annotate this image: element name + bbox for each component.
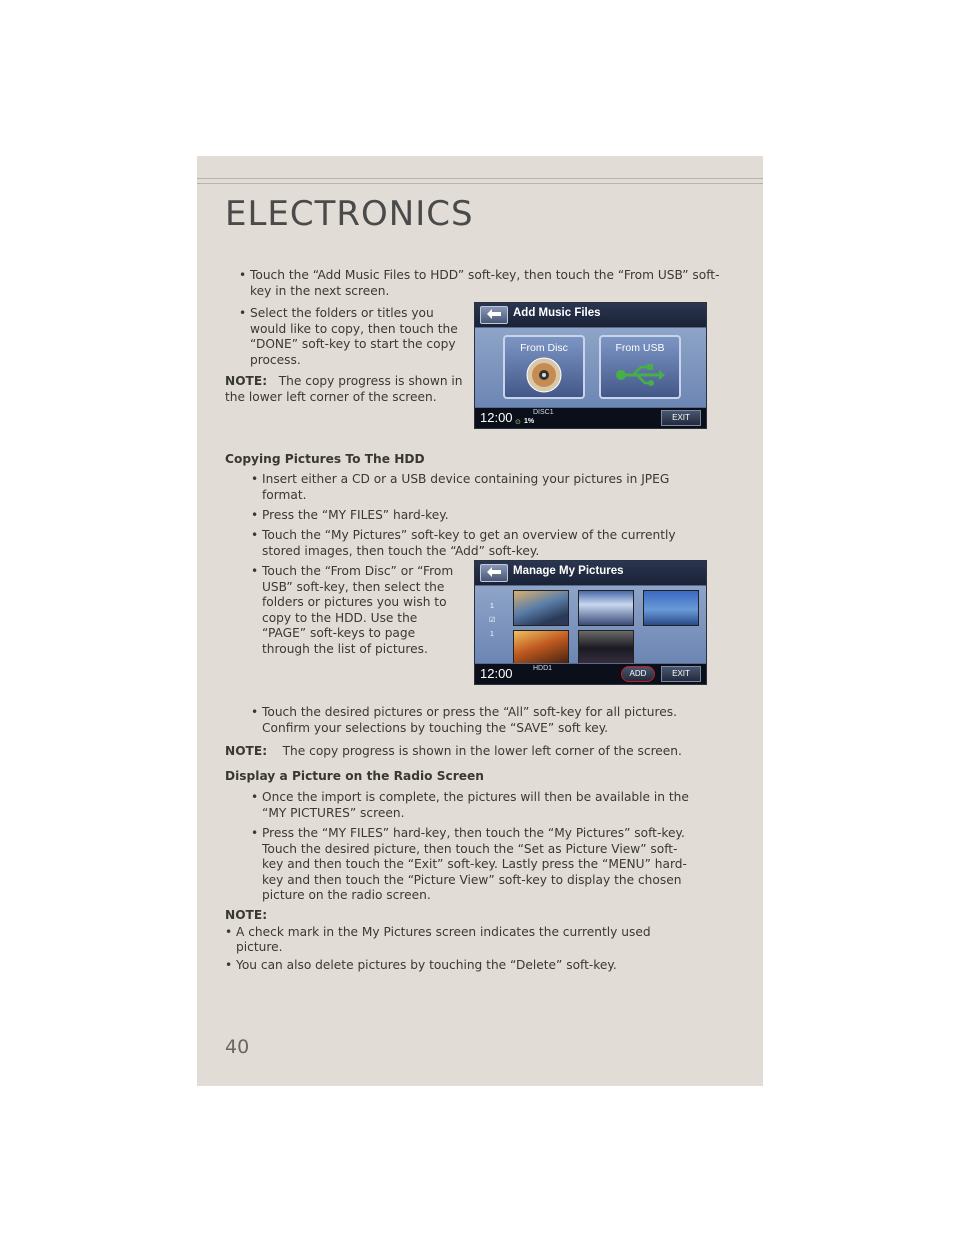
note-label: NOTE:: [225, 908, 268, 922]
screen-body: [475, 328, 706, 408]
screen-title-bar: [475, 561, 706, 586]
page-indicator-bottom: 1: [490, 631, 494, 638]
source-label: DISC1: [533, 409, 554, 416]
header-rule: [197, 183, 763, 184]
intro-bullet: • Touch the “Add Music Files to HDD” soft-key, then touch the “From USB” soft-key in the next screen.: [225, 268, 720, 299]
check-mark-icon: ☑: [489, 617, 496, 624]
copy-progress-icon: ⊙: [515, 419, 521, 426]
screen-title: Manage My Pictures: [513, 565, 624, 577]
note-bullet: • A check mark in the My Pictures screen indicates the currently used picture.: [225, 924, 651, 955]
copy-progress: 1%: [524, 418, 535, 425]
back-arrow-icon: [487, 309, 501, 319]
from-usb-label: From USB: [615, 342, 665, 354]
exit-button[interactable]: EXIT: [661, 410, 701, 426]
note-bullet-text: A check mark in the My Pictures screen indicates the currently used picture.: [236, 924, 651, 955]
usb-icon: [615, 363, 665, 387]
back-button[interactable]: [480, 564, 508, 582]
from-disc-label: From Disc: [520, 342, 568, 354]
copy-bullet: • Insert either a CD or a USB device containing your pictures in JPEG format.: [237, 472, 692, 503]
note-label: NOTE:: [225, 744, 268, 758]
add-music-files-screen: [474, 302, 707, 429]
back-arrow-icon: [487, 567, 501, 577]
note-text: The copy progress is shown in the lower left corner of the screen.: [282, 744, 682, 758]
note-1: [225, 374, 465, 405]
picture-thumbnail[interactable]: [513, 630, 569, 666]
exit-button[interactable]: EXIT: [661, 666, 701, 682]
note-label: NOTE:: [225, 374, 268, 388]
add-button[interactable]: ADD: [621, 666, 655, 682]
note-2: [225, 744, 725, 760]
note-3: [225, 908, 695, 973]
from-disc-button[interactable]: [503, 335, 585, 399]
picture-thumbnail[interactable]: [643, 590, 699, 626]
copy-bullet: • Press the “MY FILES” hard-key.: [237, 508, 692, 524]
disc-icon: [524, 355, 564, 395]
copy-pictures-heading: Copying Pictures To The HDD: [225, 452, 425, 466]
picture-thumbnail[interactable]: [578, 590, 634, 626]
display-bullet: • Once the import is complete, the pictures will then be available in the “MY PICTURES” screen.: [237, 790, 692, 821]
manual-page: [197, 156, 763, 1086]
copy-bullet: • Touch the desired pictures or press the “All” soft-key for all pictures. Confirm your selections by touching the “SAVE” soft key.: [237, 705, 692, 736]
display-picture-heading: Display a Picture on the Radio Screen: [225, 769, 484, 783]
copy-bullet: • Touch the “My Pictures” soft-key to get an overview of the currently stored images, then touch the “Add” soft-key.: [237, 528, 692, 559]
from-usb-button[interactable]: [599, 335, 681, 399]
header-rule: [197, 178, 763, 179]
note-text: The copy progress is shown in the lower left corner of the screen.: [225, 374, 463, 404]
picture-thumbnail[interactable]: [513, 590, 569, 626]
clock: 12:00: [480, 410, 513, 425]
note-bullet-text: You can also delete pictures by touching the “Delete” soft-key.: [236, 957, 617, 972]
back-button[interactable]: [480, 306, 508, 324]
screen-title: Add Music Files: [513, 307, 601, 319]
screen-footer: [475, 663, 706, 684]
page-number: 40: [225, 1036, 250, 1058]
page-indicator-top: 1: [490, 603, 494, 610]
picture-thumbnail[interactable]: [578, 630, 634, 666]
source-label: HDD1: [533, 665, 553, 672]
intro-bullet: • Select the folders or titles you would like to copy, then touch the “DONE” soft-key to start the copy process.: [225, 306, 465, 368]
section-title: ELECTRONICS: [225, 194, 474, 234]
screen-footer: [475, 407, 706, 428]
note-bullet: • You can also delete pictures by touching the “Delete” soft-key.: [225, 957, 617, 972]
clock: 12:00: [480, 666, 513, 681]
screen-body: [475, 586, 706, 664]
screen-title-bar: [475, 303, 706, 328]
manage-my-pictures-screen: [474, 560, 707, 685]
copy-bullet: • Touch the “From Disc” or “From USB” soft-key, then select the folders or pictures you wish to copy to the HDD. Use the “PAGE” soft-keys to page through the list of pictures.: [237, 564, 462, 658]
display-bullet: • Press the “MY FILES” hard-key, then touch the “My Pictures” soft-key. Touch the desired picture, then touch the “Set as Picture View” soft-key and then touch the “Exit” soft-key. Lastly press the “MENU” hard-key and then touch the “Picture View” soft-key to display the chosen picture on the radio screen.: [237, 826, 692, 904]
